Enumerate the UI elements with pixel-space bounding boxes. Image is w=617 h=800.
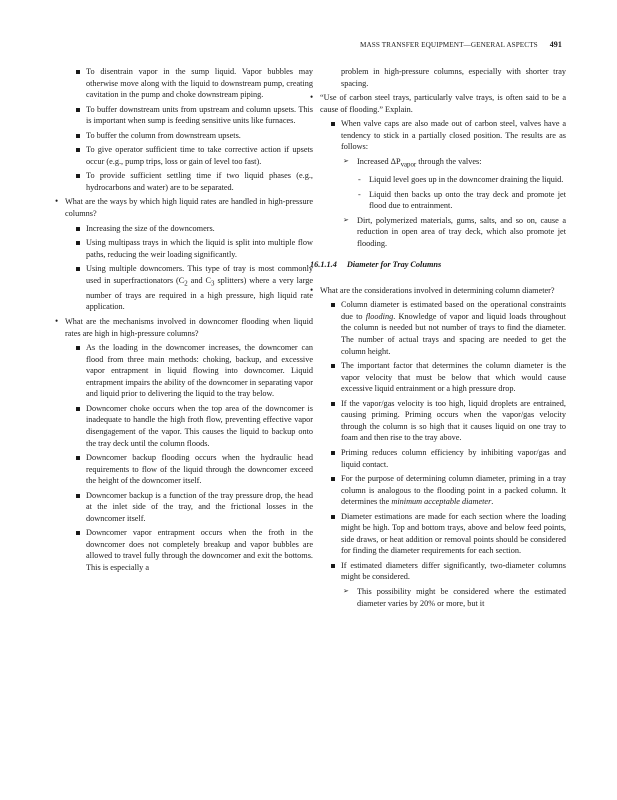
- answer-list: [310, 118, 566, 249]
- section-title: Diameter for Tray Columns: [346, 260, 442, 270]
- running-header: [360, 40, 562, 49]
- list-item: If estimated diameters differ significantly, two-diameter columns might be considered.: [310, 560, 566, 583]
- text: For the purpose of determining column diameter, priming in a tray column is analogous to the flooding point in a packed column. It determines the: [341, 474, 566, 507]
- section-number: 16.1.1.4: [310, 260, 337, 270]
- list-item: Downcomer vapor entrapment occurs when the froth in the downcomer does not completely breakup and vapor bubbles are allowed to travel fully through the downcomer and exit the bottoms. This is especially a: [55, 527, 313, 573]
- list-item: To give operator sufficient time to take corrective action if upsets occur (e.g., pump trips, loss or gain of level too fast).: [55, 144, 313, 167]
- list-item: Downcomer choke occurs when the top area of the downcomer is inadequate to handle the high froth flow, preventing effective vapor disengagement of the vapor. This causes the liquid to backup onto the tray deck until the column floods.: [55, 403, 313, 449]
- text: . Knowledge of vapor and liquid loads throughout the column is needed but not number of trays to find the diameter. The number of actual trays and spacing are needed to get the column height.: [341, 311, 566, 356]
- text: Column diameter is estimated based on the operational constraints due to: [341, 300, 566, 321]
- question-high-liquid-rates: • What are the ways by which high liquid rates are handled in high-pressure columns?: [55, 196, 313, 219]
- question-list: [55, 196, 313, 219]
- subscript: 2: [184, 280, 188, 288]
- answer-list: [55, 342, 313, 573]
- question-column-diameter: • What are the considerations involved in determining column diameter?: [310, 285, 566, 297]
- list-item: ➢ Dirt, polymerized materials, gums, salts, and so on, cause a reduction in open area of tray deck, which also promote jet flooding.: [310, 215, 566, 250]
- subscript: vapor: [400, 161, 417, 169]
- list-item: [310, 299, 566, 357]
- answer-list: [310, 299, 566, 609]
- question-downcomer-flooding: • What are the mechanisms involved in downcomer flooding when liquid rates are high in high-pressure columns?: [55, 316, 313, 339]
- header-title: MASS TRANSFER EQUIPMENT—GENERAL ASPECTS: [359, 41, 538, 49]
- list-item: To buffer the column from downstream upsets.: [55, 130, 313, 142]
- question-carbon-steel-trays: • “Use of carbon steel trays, particularly valve trays, is often said to be a cause of flooding.” Explain.: [310, 92, 566, 115]
- list-item: If the vapor/gas velocity is too high, liquid droplets are entrained, causing priming. Priming occurs when the vapor/gas velocity through the column is so high that it causes liquid on one tray to foam and then rise to the tray above.: [310, 398, 566, 444]
- left-column: [55, 66, 313, 577]
- list-item: To provide sufficient settling time if two liquid phases (e.g., hydrocarbons and water) are to be separated.: [55, 170, 313, 193]
- list-item: ➢ This possibility might be considered where the estimated diameter varies by 20% or more, but it: [310, 586, 566, 609]
- list-item: Priming reduces column efficiency by inhibiting vapor/gas and liquid contact.: [310, 447, 566, 470]
- list-item: When valve caps are also made out of carbon steel, valves have a tendency to stick in a partially closed position. The results are as follows:: [310, 118, 566, 153]
- sump-purpose-list: [55, 66, 313, 193]
- list-item: Downcomer backup is a function of the tray pressure drop, the head at the inlet side of the tray, and the frictional losses in the downcomer itself.: [55, 490, 313, 525]
- answer-list: [55, 223, 313, 313]
- list-item: To buffer downstream units from upstream and column upsets. This is important when sump is feeding sensitive units like furnaces.: [55, 104, 313, 127]
- continued-text: problem in high-pressure columns, especially with shorter tray spacing.: [341, 67, 566, 88]
- text: through the valves:: [416, 156, 482, 166]
- list-item: As the loading in the downcomer increases, the downcomer can flood from three main methods: choking, backup, and excessive vapor entrapment in liquid flowing into downcomer. Liquid entrapment impairs the ability of the downcomer in separating vapor and liquid prior to delivering the liquid to the tray below.: [55, 342, 313, 400]
- list-item: To disentrain vapor in the sump liquid. Vapor bubbles may otherwise move along with the liquid to downstream pump, creating cavitation in the pump and choke downstream piping.: [55, 66, 313, 101]
- emphasis: flooding: [365, 311, 394, 321]
- question-list: [310, 285, 566, 297]
- question-list: [55, 316, 313, 339]
- right-column: [310, 66, 566, 612]
- text: and C: [187, 275, 212, 285]
- text: Using multiple downcomers. This type of tray is most commonly used in superfractionators (C: [86, 264, 313, 285]
- page-number: 491: [549, 40, 562, 49]
- emphasis: minimum acceptable diameter: [391, 497, 492, 507]
- list-item: - Liquid level goes up in the downcomer draining the liquid.: [310, 174, 566, 186]
- text: .: [491, 497, 494, 507]
- list-item: [310, 156, 566, 171]
- list-item: Increasing the size of the downcomers.: [55, 223, 313, 235]
- text: splitters) where a very large number of trays are required in a high pressure, high liquid rate application.: [86, 275, 313, 312]
- list-item: Diameter estimations are made for each section where the loading might be high. Top and bottom trays, above and below feed points, side draws, or heat addition or removal points should be considered for finding the diameter requirements for each section.: [310, 511, 566, 557]
- list-item: Using multipass trays in which the liquid is split into multiple flow paths, reducing the weir loading significantly.: [55, 237, 313, 260]
- list-item: [310, 473, 566, 508]
- list-item: Downcomer backup flooding occurs when the hydraulic head requirements to flow of the liquid through the downcomer exceed the height of the downcomer itself.: [55, 452, 313, 487]
- list-item: The important factor that determines the column diameter is the vapor velocity that must be below that which would cause excessive liquid entrainment or a high pressure drop.: [310, 360, 566, 395]
- subscript: 3: [211, 280, 215, 288]
- list-item: - Liquid then backs up onto the tray deck and promote jet flood due to entrainment.: [310, 189, 566, 212]
- question-list: [310, 92, 566, 115]
- text: Increased ΔP: [357, 156, 401, 166]
- list-item: [55, 263, 313, 313]
- section-heading: [310, 259, 566, 271]
